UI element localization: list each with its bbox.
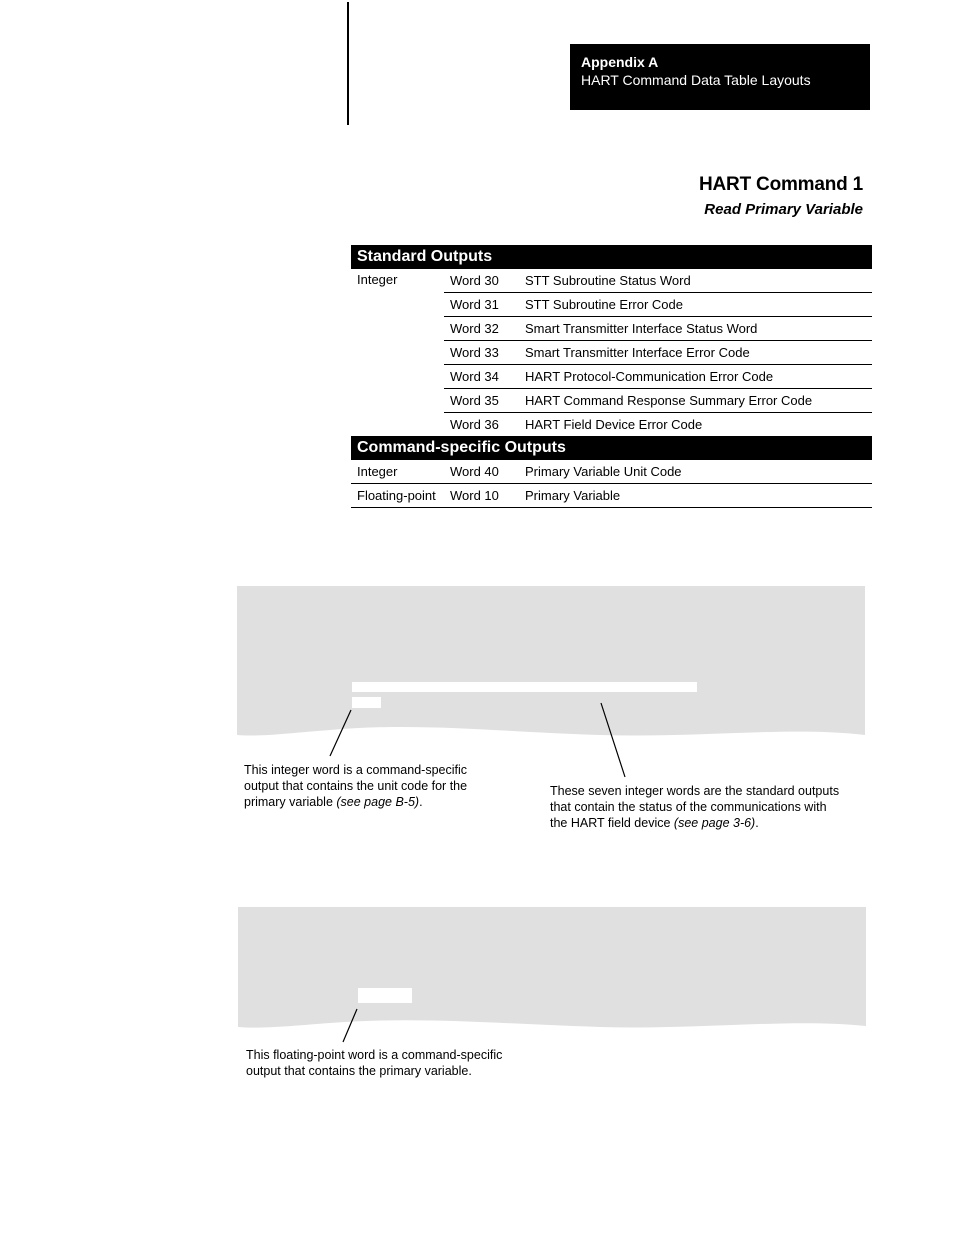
- word-cell: Word 31: [444, 293, 519, 317]
- word-cell: Word 40: [444, 460, 519, 484]
- appendix-label: Appendix A: [581, 54, 659, 70]
- type-cell: Floating-point: [351, 484, 444, 508]
- description-cell: Smart Transmitter Interface Status Word: [519, 317, 872, 341]
- description-cell: STT Subroutine Status Word: [519, 269, 872, 293]
- word-cell: Word 34: [444, 365, 519, 389]
- leader-line-standard: [601, 703, 625, 777]
- word-cell: Word 33: [444, 341, 519, 365]
- standard-type-cell: Integer: [357, 272, 398, 287]
- command-outputs-header: Command-specific Outputs: [351, 436, 872, 460]
- word-cell: Word 30: [444, 269, 519, 293]
- callout-integer-word: This integer word is a command-specific output that contains the unit code for the primary variable (see page B-5).: [244, 763, 468, 809]
- leader-line-float: [343, 1009, 357, 1042]
- description-cell: Primary Variable: [519, 484, 872, 508]
- command-subtitle: Read Primary Variable: [704, 201, 863, 218]
- type-cell: Integer: [351, 460, 444, 484]
- word-cell: Word 10: [444, 484, 519, 508]
- standard-outputs-header: Standard Outputs: [351, 245, 872, 269]
- leader-line-integer: [330, 710, 351, 756]
- description-cell: HART Protocol-Communication Error Code: [519, 365, 872, 389]
- description-cell: Primary Variable Unit Code: [519, 460, 872, 484]
- description-cell: Smart Transmitter Interface Error Code: [519, 341, 872, 365]
- word-cell: Word 35: [444, 389, 519, 413]
- page-reference: (see page 3-6): [673, 816, 756, 830]
- page-reference: (see page B-5): [336, 795, 420, 809]
- description-cell: HART Field Device Error Code: [525, 417, 703, 432]
- command-title: HART Command 1: [699, 174, 863, 195]
- callout-float-word: This floating-point word is a command-specific output that contains the primary variable.: [246, 1048, 503, 1078]
- callout-standard-words: These seven integer words are the standard outputs that contain the status of the communications with the HART field device (see page 3-6).: [550, 784, 840, 830]
- word-cell: Word 36: [450, 417, 499, 432]
- description-cell: HART Command Response Summary Error Code: [519, 389, 872, 413]
- word-cell: Word 32: [444, 317, 519, 341]
- appendix-title: HART Command Data Table Layouts: [581, 72, 811, 88]
- description-cell: STT Subroutine Error Code: [519, 293, 872, 317]
